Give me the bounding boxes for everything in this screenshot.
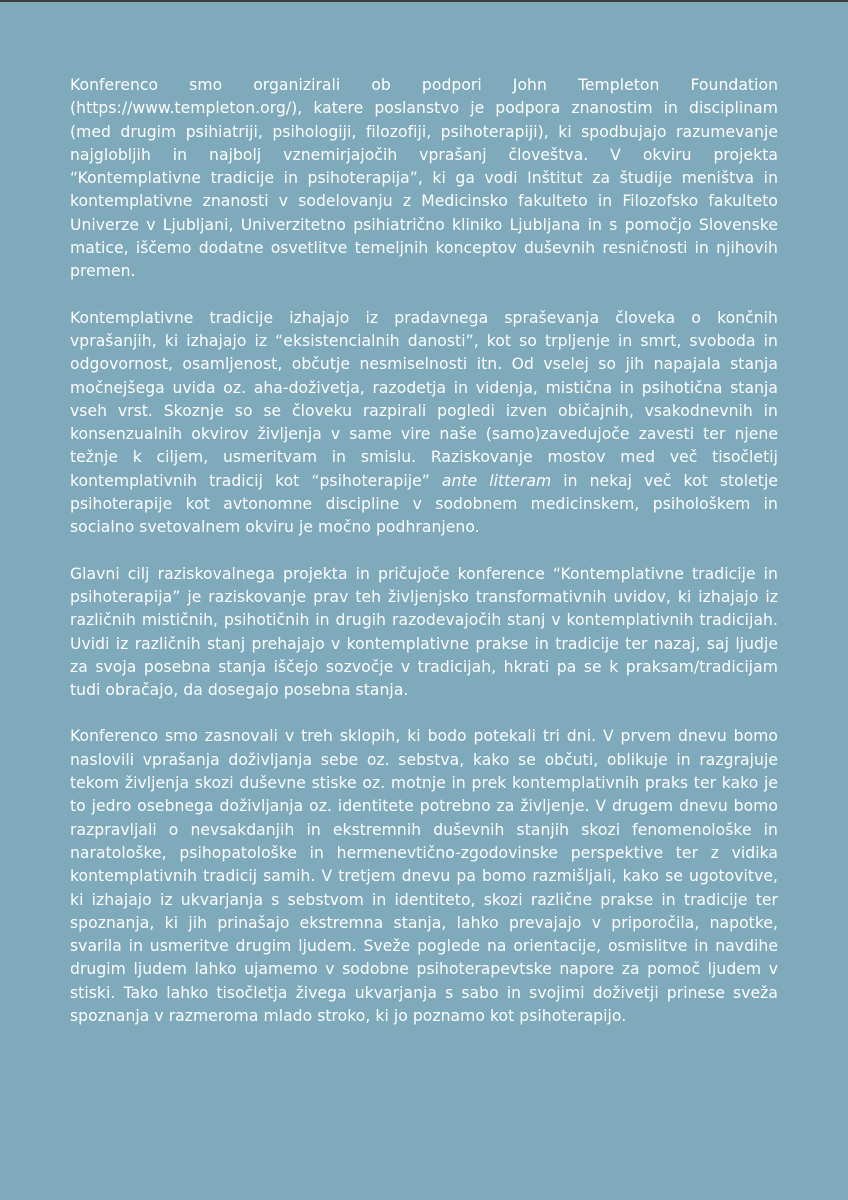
paragraph-research-goal: Glavni cilj raziskovalnega projekta in pričujoče konference “Kontemplativne tradicije in psihoterapija” je raziskovanje prav teh življenjsko transformativnih uvidov, ki izhajajo iz različnih mističnih, psihotičnih in drugih razodevajočih stanj v kontemplativnih tradicijah. Uvidi iz različnih stanj prehajajo v kontemplativne prakse in tradicije ter nazaj, saj ljudje za svoja posebna stanja iščejo sozvočje v tradicijah, hkrati pa se k praksam/tradicijam tudi obračajo, da dosegajo posebna stanja. <box>70 564 778 700</box>
paragraph-contemplative-traditions <box>70 307 778 540</box>
paragraph-funding: Konferenco smo organizirali ob podpori John Templeton Foundation (https://www.templeton.org/), katere poslanstvo je podpora znanostim in disciplinam (med drugim psihiatriji, psihologiji, filozofiji, psihoterapiji), ki spodbujajo razumevanje najglobljih in najbolj vznemirjajočih vprašanj človeštva. V okviru projekta “Kontemplativne tradicije in psihoterapija”, ki ga vodi Inštitut za študije meništva in kontemplativne znanosti v sodelovanju z Medicinsko fakulteto in Filozofsko fakulteto Univerze v Ljubljani, Univerzitetno psihiatrično kliniko Ljubljana in s pomočjo Slovenske matice, iščemo dodatne osvetlitve temeljnih konceptov duševnih resničnosti in njihovih premen. <box>70 76 778 281</box>
top-border-line <box>0 0 848 2</box>
paragraph-contemplative-traditions-part-1: Kontemplativne tradicije izhajajo iz pradavnega spraševanja človeka o končnih vprašanjih, ki izhajajo iz “eksistencialnih danosti”, kot so trpljenje in smrt, svoboda in odgovornost, osamljenost, občutje nesmiselnosti itn. Od vselej so jih napajala stanja močnejšega uvida oz. aha-doživetja, razodetja in videnja, mistična in psihotična stanja vseh vrst. Skoznje so se človeku razpirali pogledi izven običajnih, vsakodnevnih in konsenzualnih okvirov življenja v same vire naše (samo)zavedujoče zavesti ter njene težnje k ciljem, usmeritvam in smislu. Raziskovanje mostov med več tisočletij kontemplativnih tradicij kot “psihoterapije” <box>70 308 778 490</box>
paragraph-contemplative-traditions-part-2: in nekaj več kot stoletje psihoterapije kot avtonomne discipline v sodobnem medicinskem, psihološkem in socialno svetovalnem okviru je močno podhranjeno. <box>70 471 778 537</box>
document-body <box>70 74 778 1051</box>
italic-ante-litteram: ante litteram <box>441 471 552 490</box>
paragraph-conference-structure: Konferenco smo zasnovali v treh sklopih, ki bodo potekali tri dni. V prvem dnevu bomo naslovili vprašanja doživljanja sebe oz. sebstva, kako se občuti, oblikuje in razgrajuje tekom življenja skozi duševne stiske oz. motnje in prek kontemplativnih praks ter kako je to jedro osebnega doživljanja oz. identitete potrebno za življenje. V drugem dnevu bomo razpravljali o nevsakdanjih in ekstremnih duševnih stanjih skozi fenomenološke in naratološke, psihopatološke in hermenevtično-zgodovinske perspektive ter z vidika kontemplativnih tradicij samih. V tretjem dnevu pa bomo razmišljali, kako se ugotovitve, ki izhajajo iz ukvarjanja s sebstvom in identiteto, skozi različne prakse in tradicije ter spoznanja, ki jih prinašajo ekstremna stanja, lahko prevajajo v priporočila, napotke, svarila in usmeritve drugim ljudem. Sveže poglede na orientacije, osmislitve in navdihe drugim ljudem lahko ujamemo v sodobne psihoterapevtske napore za pomoč ljudem v stiski. Tako lahko tisočletja živega ukvarjanja s sabo in svojimi doživetji prinese sveža spoznanja v razmeroma mlado stroko, ki jo poznamo kot psihoterapijo. <box>70 727 778 1025</box>
